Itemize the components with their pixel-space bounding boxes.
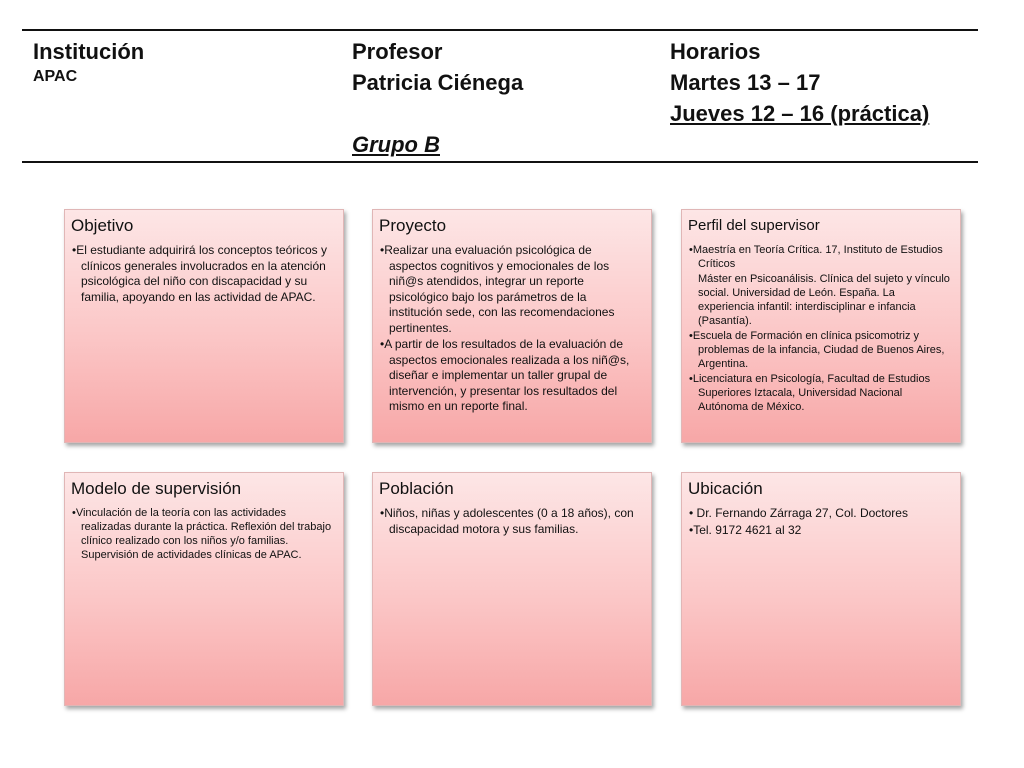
- horario-martes: Martes 13 – 17: [670, 70, 821, 95]
- horario-jueves: Jueves 12 – 16 (práctica): [670, 101, 930, 126]
- card-proyecto: [372, 209, 652, 443]
- card-objetivo-item: •El estudiante adquirirá los conceptos teóricos y clínicos generales involucrados en la atención psicológica del niño con discapacidad y su familia, apoyando en las actividad de APAC.: [72, 243, 328, 304]
- institucion-label: Institución: [33, 39, 145, 64]
- card-perfil-supervisor: [681, 209, 961, 443]
- card-perfil-item: Máster en Psicoanálisis. Clínica del sujeto y vínculo social. Universidad de León. España. La experiencia infantil: interdisciplinar e infancia (Pasantía).: [698, 273, 950, 327]
- card-perfil-item: •Licenciatura en Psicología, Facultad de Estudios Superiores Iztacala, Universidad Nacional Autónoma de México.: [689, 373, 931, 413]
- card-proyecto-title: Proyecto: [379, 216, 447, 235]
- card-modelo-supervision: [64, 472, 344, 706]
- card-ubicacion-item: •Tel. 9172 4621 al 32: [689, 522, 802, 537]
- header-top-rule: [22, 29, 978, 31]
- card-perfil-title: Perfil del supervisor: [688, 217, 820, 234]
- header-horarios: [670, 36, 929, 129]
- card-objetivo: [64, 209, 344, 443]
- card-perfil-item: •Maestría en Teoría Crítica. 17, Instituto de Estudios Críticos: [689, 244, 943, 270]
- card-ubicacion-item: • Dr. Fernando Zárraga 27, Col. Doctores: [689, 506, 908, 520]
- grupo-label: Grupo B: [352, 132, 440, 157]
- card-poblacion-item: •Niños, niñas y adolescentes (0 a 18 años), con discapacidad motora y sus familias.: [380, 506, 634, 536]
- header-bottom-rule: [22, 161, 978, 163]
- institucion-value: APAC: [33, 68, 78, 85]
- card-objetivo-title: Objetivo: [71, 216, 134, 235]
- card-modelo-title: Modelo de supervisión: [71, 479, 242, 498]
- card-ubicacion: [681, 472, 961, 706]
- card-poblacion-title: Población: [379, 479, 454, 498]
- profesor-label: Profesor: [352, 39, 443, 64]
- header-profesor: [352, 36, 523, 160]
- card-poblacion: [372, 472, 652, 706]
- card-proyecto-item: •A partir de los resultados de la evaluación de aspectos emocionales realizada a los niñ@s, diseñar e implementar un taller grupal de intervención, y presentar los resultados del mismo en un reporte final.: [380, 337, 630, 413]
- card-ubicacion-title: Ubicación: [688, 479, 763, 498]
- card-modelo-item: •Vinculación de la teoría con las actividades realizadas durante la práctica. Reflexión del trabajo clínico realizado con los niños y/o familias. Supervisión de actividades clínicas de APAC.: [72, 507, 332, 561]
- card-perfil-item: •Escuela de Formación en clínica psicomotriz y problemas de la infancia, Ciudad de Buenos Aires, Argentina.: [689, 330, 945, 370]
- card-proyecto-item: •Realizar una evaluación psicológica de aspectos cognitivos y emocionales de los niñ@s atendidos, integrar un reporte psicológico bajo los parámetros de la institución sede, con las recomendaciones pertinentes.: [380, 243, 615, 335]
- horarios-label: Horarios: [670, 39, 761, 64]
- profesor-name: Patricia Ciénega: [352, 70, 524, 95]
- header-institucion: [33, 36, 144, 87]
